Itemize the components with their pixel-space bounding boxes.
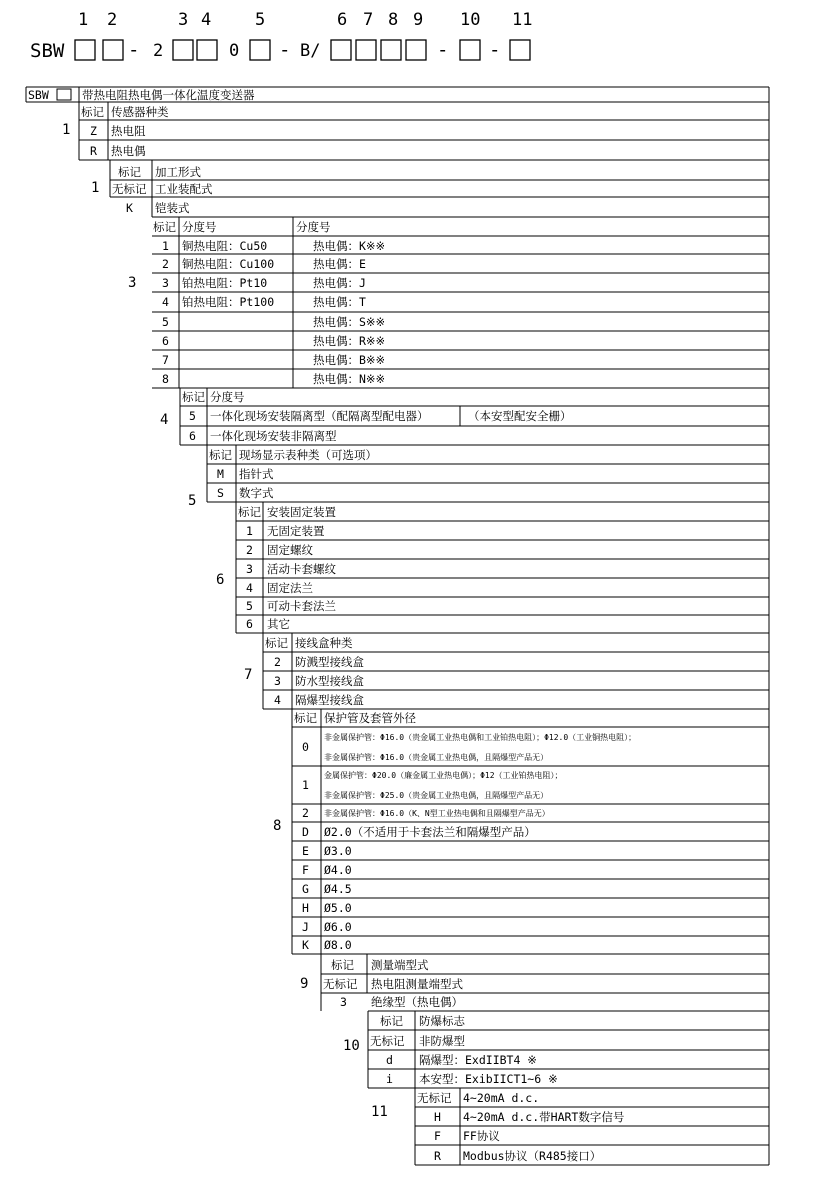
row-text: 热电阻测量端型式 — [371, 977, 463, 991]
row-text: FF协议 — [463, 1129, 500, 1143]
row-text-line2: 非金属保护管：Φ16.0（贵金属工业热电偶，且隔爆型产品无） — [324, 753, 549, 762]
section-number: 5 — [188, 493, 197, 509]
row-text-b: 热电偶：T — [313, 295, 366, 309]
pos-3: 3 — [178, 10, 189, 30]
section-header: 保护管及套管外径 — [324, 711, 416, 725]
dash-4: - — [489, 39, 501, 61]
row-mark: H — [434, 1110, 441, 1124]
row-mark: 3 — [274, 674, 281, 688]
row-text: 热电偶 — [111, 144, 146, 158]
row-mark: R — [90, 144, 97, 158]
row-text: 非防爆型 — [419, 1034, 465, 1048]
title-code: SBW — [28, 88, 49, 102]
row-text: Ø8.0 — [324, 938, 352, 952]
row-mark: 6 — [162, 334, 169, 348]
row-text-line1: 非金属保护管：Φ16.0（贵金属工业热电偶和工业铂热电阻）；Φ12.0（工业铜热电阻）； — [324, 733, 637, 742]
model-code-pattern — [30, 39, 530, 62]
row-text: 绝缘型（热电偶） — [371, 995, 463, 1009]
box-5 — [250, 40, 270, 60]
row-mark: 4 — [246, 581, 253, 595]
section-header: 传感器种类 — [111, 105, 169, 119]
row-mark: K — [126, 201, 133, 215]
row-text: Ø2.0（不适用于卡套法兰和隔爆型产品） — [324, 825, 536, 839]
row-text: 一体化现场安装非隔离型 — [210, 429, 337, 443]
row-text-a: 铜热电阻：Cu50 — [182, 239, 268, 253]
mark-header: 标记 — [331, 958, 354, 972]
row-text-a: 铂热电阻：Pt10 — [182, 276, 268, 290]
row-mark: 无标记 — [112, 182, 147, 196]
box-8 — [381, 40, 401, 60]
mark-header: 标记 — [294, 711, 317, 725]
row-text: 固定螺纹 — [267, 543, 313, 557]
row-text: Ø4.0 — [324, 863, 352, 877]
section-5-display-type — [188, 448, 377, 509]
mark-header: 标记 — [81, 105, 104, 119]
pos-9: 9 — [413, 10, 424, 30]
row-text: 4~20mA d.c.带HART数字信号 — [463, 1110, 625, 1124]
section-8-protection-tube — [273, 711, 636, 952]
row-mark: 3 — [246, 562, 253, 576]
row-mark: 2 — [162, 257, 169, 271]
section-header: 加工形式 — [155, 165, 201, 179]
pos-1: 1 — [78, 10, 89, 30]
row-text: 热电阻 — [111, 124, 146, 138]
row-mark: G — [302, 882, 309, 896]
row-text-b: 热电偶：S※※ — [313, 315, 386, 329]
row-mark: 5 — [246, 599, 253, 613]
row-text: 其它 — [267, 617, 290, 631]
row-mark: 无标记 — [370, 1034, 405, 1048]
box-10 — [460, 40, 480, 60]
row-text: 防水型接线盒 — [295, 674, 364, 688]
mark-header: 标记 — [380, 1014, 403, 1028]
position-numbers — [78, 10, 532, 30]
pos-6: 6 — [337, 10, 348, 30]
box-3 — [173, 40, 193, 60]
section-1-sensor-type — [62, 105, 169, 158]
row-text-line2: 非金属保护管：Φ25.0（贵金属工业热电偶，且隔爆型产品无） — [324, 791, 549, 800]
row-mark: 无标记 — [417, 1091, 452, 1105]
section-number: 3 — [128, 275, 137, 291]
box-2 — [103, 40, 123, 60]
box-7 — [356, 40, 376, 60]
digit-2: 2 — [153, 41, 164, 61]
row-mark: 1 — [246, 524, 253, 538]
row-mark: 2 — [246, 543, 253, 557]
row-text-b: 热电偶：R※※ — [313, 334, 386, 348]
section-number: 4 — [160, 412, 169, 428]
mark-header: 标记 — [153, 220, 176, 234]
col-header-b: 分度号 — [296, 220, 331, 234]
b-slash: B/ — [300, 41, 321, 61]
section-header: 接线盒种类 — [295, 636, 353, 650]
row-text: 可动卡套法兰 — [267, 599, 336, 613]
row-text: 工业装配式 — [155, 182, 213, 196]
row-mark: D — [302, 825, 309, 839]
row-mark: 5 — [189, 409, 196, 423]
title-text: 带热电阻热电偶一体化温度变送器 — [82, 88, 255, 102]
row-mark: 8 — [162, 372, 169, 386]
row-text-b: 热电偶：K※※ — [313, 239, 386, 253]
section-6-mounting — [216, 505, 336, 631]
pos-5: 5 — [255, 10, 266, 30]
row-text: 指针式 — [239, 467, 274, 481]
pos-10: 10 — [460, 10, 481, 30]
row-text-b: 热电偶：N※※ — [313, 372, 386, 386]
row-mark: 3 — [162, 276, 169, 290]
section-header: 分度号 — [210, 390, 245, 404]
dash-1: - — [128, 39, 140, 61]
row-mark: 4 — [274, 693, 281, 707]
row-mark: d — [386, 1053, 393, 1067]
row-text: 隔爆型接线盒 — [295, 693, 364, 707]
dash-2: - — [279, 39, 291, 61]
section-11-output-signal — [371, 1091, 625, 1163]
row-note: （本安型配安全栅） — [468, 409, 572, 423]
row-text: 活动卡套螺纹 — [267, 562, 336, 576]
row-mark: 6 — [246, 617, 253, 631]
pos-2: 2 — [107, 10, 118, 30]
row-mark: 4 — [162, 295, 169, 309]
row-mark: J — [302, 920, 309, 934]
row-text-a: 铜热电阻：Cu100 — [182, 257, 275, 271]
section-number: 1 — [62, 122, 71, 138]
row-mark: M — [217, 467, 224, 481]
section-number: 7 — [244, 667, 253, 683]
box-9 — [406, 40, 426, 60]
row-mark: i — [386, 1072, 393, 1086]
mark-header: 标记 — [209, 448, 232, 462]
row-text-b: 热电偶：B※※ — [313, 353, 386, 367]
row-mark: E — [302, 844, 309, 858]
row-text: 隔爆型：ExdIIBT4 ※ — [419, 1053, 537, 1067]
row-mark: H — [302, 901, 309, 915]
mark-header: 标记 — [238, 505, 261, 519]
row-mark: 7 — [162, 353, 169, 367]
row-text: 本安型：ExibIICT1~6 ※ — [419, 1072, 558, 1086]
row-text: Ø4.5 — [324, 882, 352, 896]
mark-header: 标记 — [265, 636, 288, 650]
row-text-line1: 金属保护管：Φ20.0（廉金属工业热电偶）；Φ12（工业铂热电阻）； — [324, 771, 563, 780]
section-header: 测量端型式 — [371, 958, 429, 972]
box-6 — [331, 40, 351, 60]
section-number: 9 — [300, 976, 309, 992]
row-text: 防溅型接线盒 — [295, 655, 364, 669]
row-mark: F — [434, 1129, 441, 1143]
mark-header: 标记 — [118, 165, 141, 179]
row-mark: 无标记 — [323, 977, 358, 991]
row-mark: 0 — [302, 740, 309, 754]
row-mark: 1 — [302, 778, 309, 792]
box-11 — [510, 40, 530, 60]
row-mark: 3 — [340, 995, 347, 1009]
row-text: 固定法兰 — [267, 581, 313, 595]
row-mark: 2 — [274, 655, 281, 669]
title-code-box — [57, 89, 71, 100]
section-number: 11 — [371, 1104, 388, 1120]
pos-7: 7 — [363, 10, 374, 30]
row-mark: S — [217, 486, 224, 500]
section-header: 安装固定装置 — [267, 505, 336, 519]
model-prefix: SBW — [30, 40, 65, 62]
row-mark: 5 — [162, 315, 169, 329]
row-text-b: 热电偶：E — [313, 257, 366, 271]
digit-0: 0 — [229, 41, 240, 61]
row-text-b: 热电偶：J — [313, 276, 366, 290]
pos-8: 8 — [388, 10, 399, 30]
row-text-a: 铂热电阻：Pt100 — [182, 295, 275, 309]
row-mark: Z — [90, 124, 97, 138]
row-text: Modbus协议（R485接口） — [463, 1149, 602, 1163]
section-3-graduation — [128, 220, 385, 386]
section-header: 现场显示表种类（可选项） — [239, 448, 377, 462]
row-text: 4~20mA d.c. — [463, 1091, 540, 1105]
section-9-measuring-end — [300, 958, 463, 1009]
box-4 — [197, 40, 217, 60]
row-text: Ø3.0 — [324, 844, 352, 858]
row-mark: 1 — [162, 239, 169, 253]
section-number: 10 — [343, 1038, 360, 1054]
box-1 — [75, 40, 95, 60]
row-text: 铠装式 — [155, 201, 190, 215]
row-mark: K — [302, 938, 309, 952]
row-text: 一体化现场安装隔离型（配隔离型配电器） — [210, 409, 429, 423]
pos-11: 11 — [512, 10, 533, 30]
dash-3: - — [437, 39, 449, 61]
pos-4: 4 — [201, 10, 212, 30]
row-text: 无固定装置 — [267, 524, 325, 538]
row-mark: F — [302, 863, 309, 877]
row-mark: R — [434, 1149, 441, 1163]
section-number: 1 — [91, 180, 100, 196]
row-text: Ø6.0 — [324, 920, 352, 934]
section-header: 防爆标志 — [419, 1014, 465, 1028]
row-text: 数字式 — [239, 486, 274, 500]
section-4-install-type — [160, 390, 572, 443]
row-mark: 6 — [189, 429, 196, 443]
mark-header: 标记 — [182, 390, 205, 404]
section-number: 8 — [273, 818, 282, 834]
col-header-a: 分度号 — [182, 220, 217, 234]
row-text: 非金属保护管：Φ16.0（K、N型工业热电偶和且隔爆型产品无） — [324, 809, 550, 818]
row-text: Ø5.0 — [324, 901, 352, 915]
row-mark: 2 — [302, 806, 309, 820]
section-number: 6 — [216, 572, 225, 588]
